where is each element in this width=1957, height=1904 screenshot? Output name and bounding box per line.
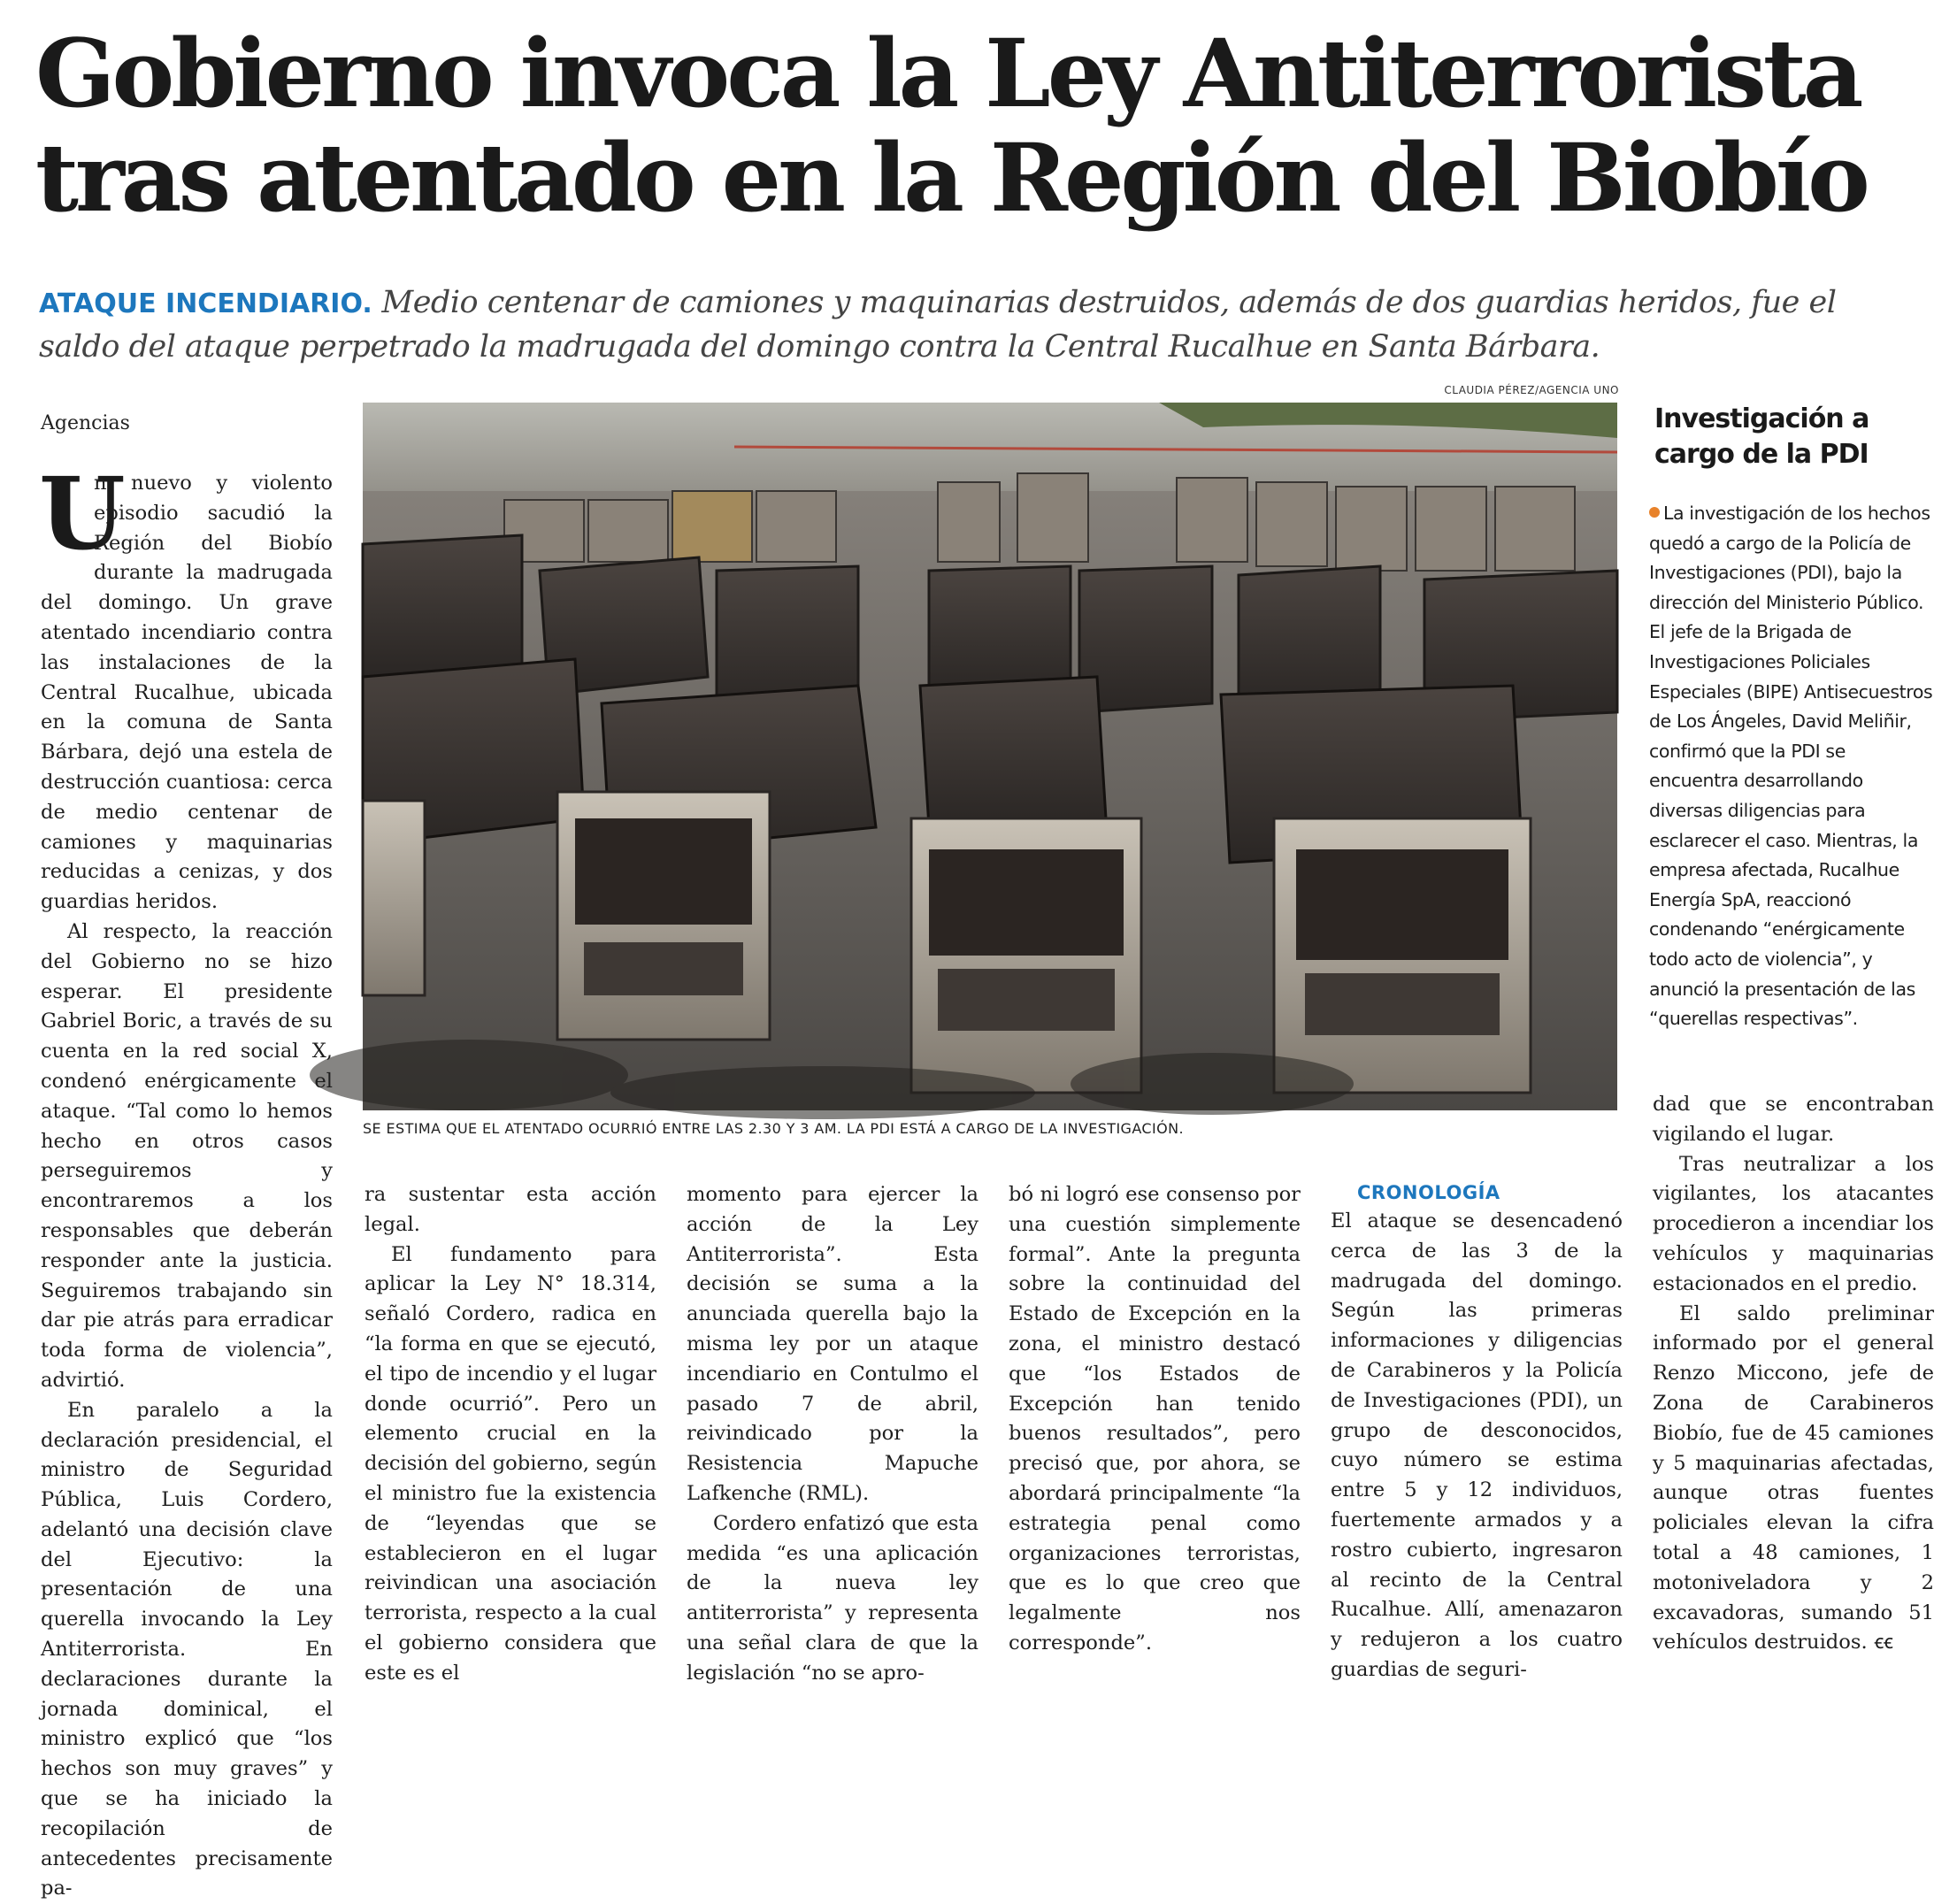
photo-caption: SE ESTIMA QUE EL ATENTADO OCURRIÓ ENTRE LAS 2.30 Y 3 AM. LA PDI ESTÁ A CARGO DE LA INVESTIGACIÓN. [363, 1120, 1184, 1137]
photo-credit: CLAUDIA PÉREZ/AGENCIA UNO [1444, 384, 1619, 396]
sidebar-title: Investigación a cargo de la PDI [1654, 403, 1869, 470]
burned-trucks-image [363, 403, 1617, 1110]
news-photo [363, 403, 1617, 1110]
article-paragraph: dad que se encontraban vigilando el lugar. [1653, 1093, 1934, 1146]
article-column-2 [365, 1180, 656, 1689]
article-paragraph: momento para ejercer la acción de la Ley Antiterrorista”. Esta decisión se suma a la anunciada querella bajo la misma ley por un ataque incendiario en Contulmo el pasado 7 de abril, reivindicado por la Resistencia Mapuche Lafkenche (RML). [687, 1183, 978, 1505]
article-paragraph: El fundamento para aplicar la Ley N° 18.314, señaló Cordero, radica en “la forma en que se ejecutó, el tipo de incendio y el lugar donde ocurrió”. Pero un elemento crucial en la decisión del gobierno, según el ministro fue la existencia de “leyendas que se establecieron en el lugar reivindican una asociación terrorista, respecto a la cual el gobierno considera que este es el [365, 1242, 656, 1685]
article-column-4 [1009, 1180, 1301, 1659]
article-paragraph [39, 457, 333, 917]
article-column-3 [687, 1180, 978, 1689]
end-mark-icon: ꞓꞓ [1874, 1631, 1893, 1654]
headline-line-2: tras atentado en la Región del Biobío [35, 122, 1867, 233]
article-paragraph: Al respecto, la reacción del Gobierno no se hizo esperar. El presidente Gabriel Boric, a través de su cuenta en la red social X, condenó enérgicamente el ataque. “Tal como lo hemos hecho en otros casos perseguiremos y encontraremos a los responsables que deberán responder ante la justicia. Seguiremos trabajando sin dar pie atrás para erradicar toda forma de violencia”, advirtió. [41, 919, 333, 1392]
byline: Agencias [41, 412, 130, 434]
article-paragraph [1653, 1300, 1934, 1659]
headline-line-1: Gobierno invoca la Ley Antiterrorista [35, 18, 1861, 128]
article-column-5 [1331, 1178, 1623, 1685]
article-paragraph: ra sustentar esta acción legal. [365, 1183, 656, 1236]
article-text: El saldo preliminar informado por el general Renzo Miccono, jefe de Zona de Carabineros Biobío, fue de 45 camiones y 5 maquinarias afectadas, aunque otras fuentes policiales elevan la cifra total a 48 camiones, 1 motoniveladora y 2 excavadoras, sumando 51 vehículos destruidos. [1653, 1301, 1934, 1654]
deck-text: Medio centenar de camiones y maquinarias destruidos, además de dos guardias heridos, fue el saldo del ataque perpetrado la madrugada del domingo contra la Central Rucalhue en Santa Bárbara. [39, 285, 1837, 365]
article-paragraph: El ataque se desencadenó cerca de las 3 de la madrugada del domingo. Según las primeras informaciones y diligencias de Carabineros y la Policía de Investigaciones (PDI), un grupo de desconocidos, cuyo número se estima entre 5 y 12 individuos, fuertemente armados y a rostro cubierto, ingresaron al recinto de la Central Rucalhue. Allí, amenazaron y redujeron a los cuatro guardias de seguri- [1331, 1209, 1623, 1681]
deck-kicker: ATAQUE INCENDIARIO. [39, 288, 372, 319]
article-paragraph: Cordero enfatizó que esta medida “es una aplicación de la nueva ley antiterrorista” y representa una señal clara de que la legislación “no se apro- [687, 1511, 978, 1685]
drop-cap: U [39, 457, 126, 572]
article-column-6 [1653, 1090, 1934, 1658]
article-column-1 [39, 457, 333, 1904]
headline [35, 18, 1929, 233]
deck [39, 281, 1923, 368]
sidebar-body [1649, 499, 1934, 1034]
article-text: n nuevo y violento episodio sacudió la Región del Biobío durante la madrugada del domingo. Un grave atentado incendiario contra las instalaciones de la Central Rucalhue, ubicada en la comuna de Santa Bárbara, dejó una estela de destrucción cuantiosa: cerca de medio centenar de camiones y maquinarias reducidas a cenizas, y dos guardias heridos. [41, 472, 333, 914]
article-paragraph: En paralelo a la declaración presidencial, el ministro de Seguridad Pública, Luis Cordero, adelantó una decisión clave del Ejecutivo: la presentación de una querella invocando la Ley Antiterrorista. En declaraciones durante la jornada dominical, el ministro explicó que “los hechos son muy graves” y que se ha iniciado la recopilación de antecedentes precisamente pa- [41, 1398, 333, 1900]
cronologia-heading: CRONOLOGÍA [1357, 1182, 1500, 1203]
sidebar-text: La investigación de los hechos quedó a cargo de la Policía de Investigaciones (PDI), bajo la dirección del Ministerio Público. El jefe de la Brigada de Investigaciones Policiales Especiales (BIPE) Antisecuestros de Los Ángeles, David Meliñir, confirmó que la PDI se encuentra desarrollando diversas diligencias para esclarecer el caso. Mientras, la empresa afectada, Rucalhue Energía SpA, reaccionó condenando “enérgicamente todo acto de violencia”, y anunció la presentación de las “querellas respectivas”. [1649, 503, 1933, 1030]
article-paragraph: bó ni logró ese consenso por una cuestión simplemente formal”. Ante la pregunta sobre la continuidad del Estado de Excepción en la zona, el ministro destacó que “los Estados de Excepción han tenido buenos resultados”, pero precisó que, por ahora, se abordará principalmente “la estrategia penal como organizaciones terroristas, que es lo que creo que legalmente nos corresponde”. [1009, 1183, 1301, 1654]
article-paragraph: Tras neutralizar a los vigilantes, los atacantes procedieron a incendiar los vehículos y maquinarias estacionados en el predio. [1653, 1152, 1934, 1295]
bullet-dot-icon [1649, 507, 1660, 518]
